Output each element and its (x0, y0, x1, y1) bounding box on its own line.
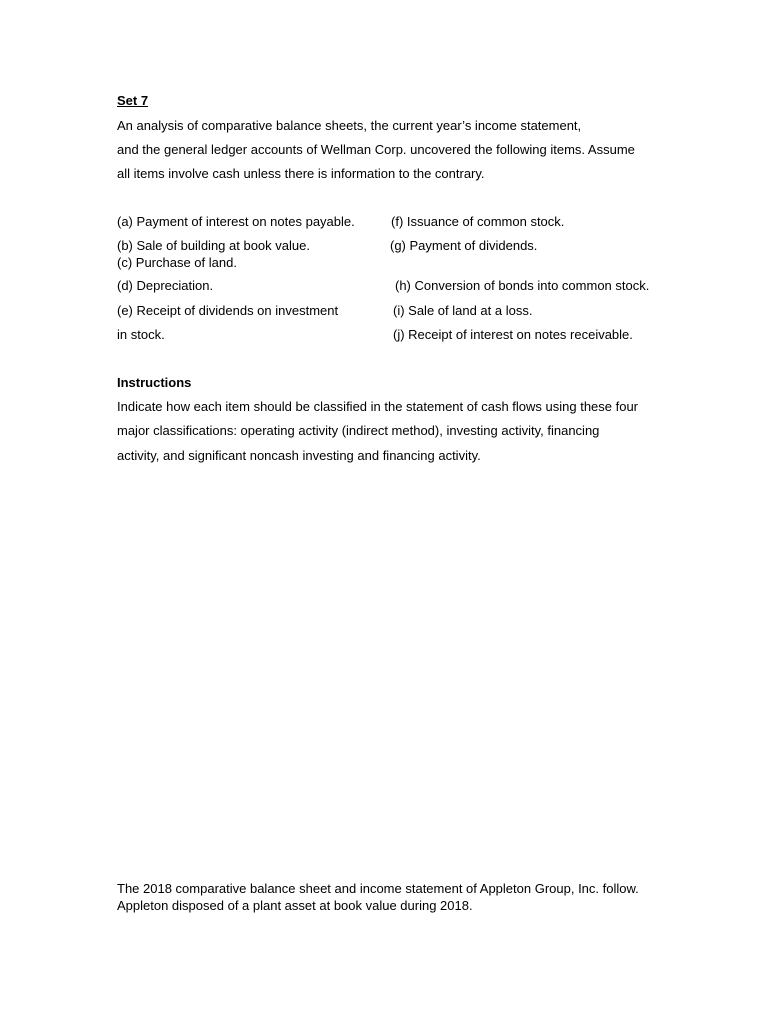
item-e-continuation: in stock. (117, 327, 165, 342)
intro-line-3: all items involve cash unless there is information to the contrary. (117, 166, 485, 181)
item-b: (b) Sale of building at book value. (117, 238, 310, 253)
item-d: (d) Depreciation. (117, 278, 214, 293)
intro-line-2: and the general ledger accounts of Wellman Corp. uncovered the following items. Assume (117, 142, 635, 157)
item-g: (g) Payment of dividends. (390, 238, 538, 253)
footer-line-1: The 2018 comparative balance sheet and income statement of Appleton Group, Inc. follow. (117, 881, 639, 896)
item-h: (h) Conversion of bonds into common stock. (395, 278, 650, 293)
intro-line-1: An analysis of comparative balance sheets, the current year’s income statement, (117, 118, 582, 133)
footer-line-2: Appleton disposed of a plant asset at book value during 2018. (117, 898, 473, 913)
item-f: (f) Issuance of common stock. (391, 214, 565, 229)
item-e: (e) Receipt of dividends on investment (117, 303, 339, 318)
instructions-heading: Instructions (117, 375, 192, 390)
item-c: (c) Purchase of land. (117, 255, 237, 270)
instructions-line-3: activity, and significant noncash investing and financing activity. (117, 448, 481, 463)
item-a: (a) Payment of interest on notes payable. (117, 214, 355, 229)
item-j: (j) Receipt of interest on notes receivable. (393, 327, 633, 342)
item-i: (i) Sale of land at a loss. (393, 303, 533, 318)
instructions-line-2: major classifications: operating activity (indirect method), investing activity, financing (117, 423, 600, 438)
set-title: Set 7 (117, 93, 149, 108)
instructions-line-1: Indicate how each item should be classified in the statement of cash flows using these four (117, 399, 639, 414)
